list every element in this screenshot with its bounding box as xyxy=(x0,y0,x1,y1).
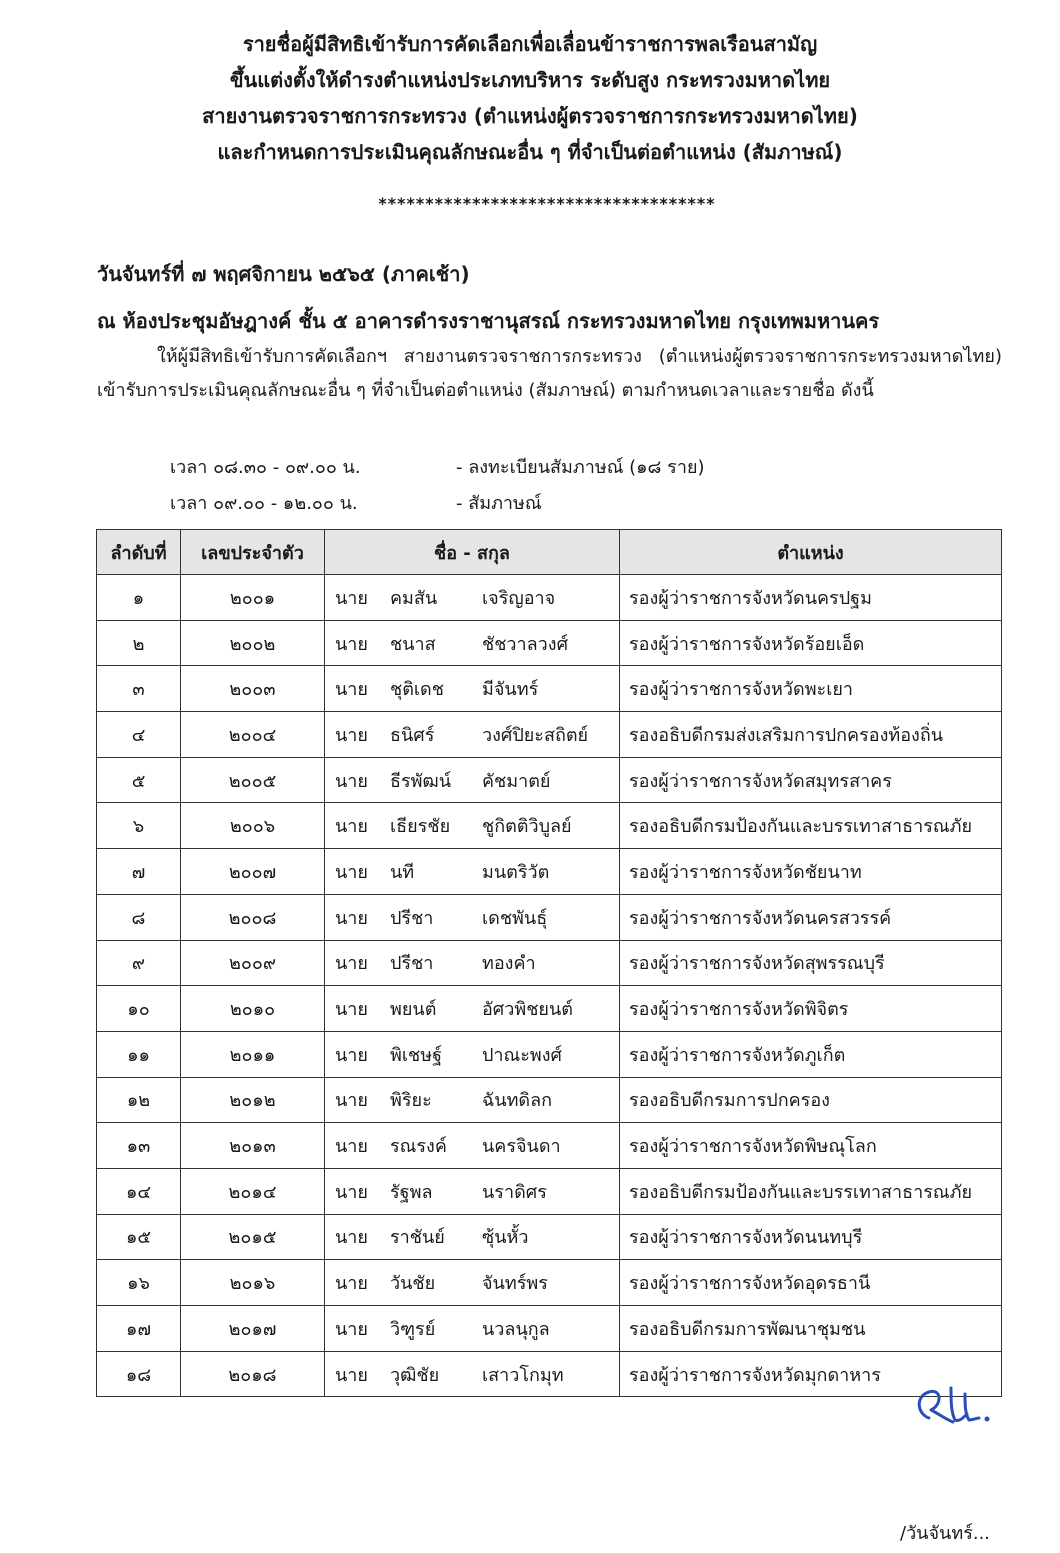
row-order: ๑๔ xyxy=(97,1168,181,1214)
header-position: ตำแหน่ง xyxy=(620,530,1002,575)
row-order: ๔ xyxy=(97,712,181,758)
table-row xyxy=(97,894,1002,940)
row-order: ๒ xyxy=(97,620,181,666)
row-name xyxy=(325,849,620,895)
last-name: นครจินดา xyxy=(482,1136,561,1158)
schedule-time: เวลา ๐๘.๓๐ - ๐๙.๐๐ น. xyxy=(170,457,361,478)
last-name: นวลนุกูล xyxy=(482,1318,550,1340)
row-id: ๒๐๐๓ xyxy=(181,666,325,712)
name-title: นาย xyxy=(335,999,368,1021)
last-name: เดชพันธุ์ xyxy=(482,907,548,929)
row-name xyxy=(325,1031,620,1077)
star-divider: ************************************ xyxy=(378,194,716,213)
first-name: ปรีชา xyxy=(390,907,434,929)
row-order: ๑๘ xyxy=(97,1351,181,1397)
row-name xyxy=(325,986,620,1032)
first-name: นที xyxy=(390,861,415,883)
row-position: รองอธิบดีกรมการปกครอง xyxy=(620,1077,1002,1123)
table-row xyxy=(97,1214,1002,1260)
row-position: รองอธิบดีกรมการพัฒนาชุมชน xyxy=(620,1306,1002,1352)
table-row xyxy=(97,1077,1002,1123)
last-name: นราดิศร xyxy=(482,1181,547,1203)
session-venue: ณ ห้องประชุมอัษฎางค์ ชั้น ๕ อาคารดำรงราชานุสรณ์ กระทรวงมหาดไทย กรุงเทพมหานคร xyxy=(97,309,880,333)
name-title: นาย xyxy=(335,633,368,655)
continuation-note: /วันจันทร์... xyxy=(900,1523,991,1544)
row-name xyxy=(325,803,620,849)
row-id: ๒๐๑๘ xyxy=(181,1351,325,1397)
table-row xyxy=(97,940,1002,986)
last-name: มีจันทร์ xyxy=(482,679,539,701)
first-name: เธียรชัย xyxy=(390,816,451,838)
last-name: ทองคำ xyxy=(482,953,536,975)
name-title: นาย xyxy=(335,679,368,701)
name-title: นาย xyxy=(335,816,368,838)
table-row xyxy=(97,757,1002,803)
first-name: ธีรพัฒน์ xyxy=(390,770,452,792)
row-position: รองอธิบดีกรมป้องกันและบรรเทาสาธารณภัย xyxy=(620,1168,1002,1214)
last-name: มนตริวัต xyxy=(482,861,550,883)
first-name: คมสัน xyxy=(390,587,438,609)
session-date: วันจันทร์ที่ ๗ พฤศจิกายน ๒๕๖๕ (ภาคเช้า) xyxy=(97,262,470,286)
table-header-row xyxy=(97,530,1002,575)
row-name xyxy=(325,712,620,758)
last-name: เจริญอาจ xyxy=(482,587,556,609)
first-name: พยนต์ xyxy=(390,999,437,1021)
row-position: รองผู้ว่าราชการจังหวัดชัยนาท xyxy=(620,849,1002,895)
row-position: รองผู้ว่าราชการจังหวัดนครสวรรค์ xyxy=(620,894,1002,940)
row-name xyxy=(325,575,620,621)
row-id: ๒๐๐๘ xyxy=(181,894,325,940)
row-id: ๒๐๑๖ xyxy=(181,1260,325,1306)
row-id: ๒๐๑๕ xyxy=(181,1214,325,1260)
last-name: วงศ์ปิยะสถิตย์ xyxy=(482,724,589,746)
name-title: นาย xyxy=(335,907,368,929)
row-id: ๒๐๑๓ xyxy=(181,1123,325,1169)
table-row xyxy=(97,1306,1002,1352)
table-row xyxy=(97,1260,1002,1306)
table-row xyxy=(97,1168,1002,1214)
last-name: อัศวพิชยนต์ xyxy=(482,999,573,1021)
name-title: นาย xyxy=(335,587,368,609)
row-position: รองผู้ว่าราชการจังหวัดพิษณุโลก xyxy=(620,1123,1002,1169)
name-title: นาย xyxy=(335,1318,368,1340)
row-order: ๑๓ xyxy=(97,1123,181,1169)
row-order: ๗ xyxy=(97,849,181,895)
row-position: รองอธิบดีกรมส่งเสริมการปกครองท้องถิ่น xyxy=(620,712,1002,758)
first-name: พิเชษฐ์ xyxy=(390,1044,443,1066)
table-row xyxy=(97,620,1002,666)
table-row xyxy=(97,849,1002,895)
first-name: ธนิศร์ xyxy=(390,724,435,746)
name-title: นาย xyxy=(335,861,368,883)
first-name: วันชัย xyxy=(390,1273,436,1295)
first-name: ชุติเดช xyxy=(390,679,444,701)
first-name: ปรีชา xyxy=(390,953,434,975)
name-title: นาย xyxy=(335,1090,368,1112)
schedule-time: เวลา ๐๙.๐๐ - ๑๒.๐๐ น. xyxy=(170,493,358,514)
row-position: รองผู้ว่าราชการจังหวัดนครปฐม xyxy=(620,575,1002,621)
row-name xyxy=(325,894,620,940)
row-id: ๒๐๑๑ xyxy=(181,1031,325,1077)
header-order: ลำดับที่ xyxy=(97,530,181,575)
name-title: นาย xyxy=(335,1273,368,1295)
row-order: ๖ xyxy=(97,803,181,849)
row-order: ๙ xyxy=(97,940,181,986)
row-name xyxy=(325,757,620,803)
last-name: ปาณะพงศ์ xyxy=(482,1044,562,1066)
row-name xyxy=(325,1077,620,1123)
name-title: นาย xyxy=(335,1364,368,1386)
row-position: รองผู้ว่าราชการจังหวัดสุพรรณบุรี xyxy=(620,940,1002,986)
row-order: ๑๒ xyxy=(97,1077,181,1123)
table-row xyxy=(97,712,1002,758)
row-order: ๑ xyxy=(97,575,181,621)
first-name: วิฑูรย์ xyxy=(390,1318,436,1340)
row-id: ๒๐๑๒ xyxy=(181,1077,325,1123)
row-order: ๑๑ xyxy=(97,1031,181,1077)
row-name xyxy=(325,1168,620,1214)
row-id: ๒๐๑๗ xyxy=(181,1306,325,1352)
table-row xyxy=(97,1351,1002,1397)
row-order: ๑๗ xyxy=(97,1306,181,1352)
row-name xyxy=(325,666,620,712)
row-order: ๑๐ xyxy=(97,986,181,1032)
name-title: นาย xyxy=(335,1181,368,1203)
row-id: ๒๐๑๐ xyxy=(181,986,325,1032)
candidate-table xyxy=(96,529,1002,1397)
header-id: เลขประจำตัว xyxy=(181,530,325,575)
first-name: พิริยะ xyxy=(390,1090,432,1112)
table-row xyxy=(97,666,1002,712)
row-order: ๕ xyxy=(97,757,181,803)
last-name: ชูกิตติวิบูลย์ xyxy=(482,816,572,838)
first-name: วุฒิชัย xyxy=(390,1364,440,1386)
table-row xyxy=(97,575,1002,621)
first-name: รณรงค์ xyxy=(390,1136,447,1158)
first-name: ราชันย์ xyxy=(390,1227,445,1249)
instruction-paragraph: ให้ผู้มีสิทธิเข้ารับการคัดเลือกฯ สายงานตรวจราชการกระทรวง (ตำแหน่งผู้ตรวจราชการกระทรวงมหาดไทย) เข้ารับการประเมินคุณลักษณะอื่น ๆ ที่จำเป็นต่อตำแหน่ง (สัมภาษณ์) ตามกำหนดเวลาและรายชื่อ ดังนี้ xyxy=(97,346,1002,401)
row-name xyxy=(325,620,620,666)
name-title: นาย xyxy=(335,1044,368,1066)
row-position: รองผู้ว่าราชการจังหวัดมุกดาหาร xyxy=(620,1351,1002,1397)
table-row xyxy=(97,986,1002,1032)
row-order: ๑๖ xyxy=(97,1260,181,1306)
table-row xyxy=(97,803,1002,849)
row-order: ๓ xyxy=(97,666,181,712)
schedule-row xyxy=(170,452,705,481)
heading-line-3: สายงานตรวจราชการกระทรวง (ตำแหน่งผู้ตรวจราชการกระทรวงมหาดไทย) xyxy=(202,104,858,128)
last-name: ชัชวาลวงศ์ xyxy=(482,633,569,655)
last-name: ซุ้นหั้ว xyxy=(482,1227,529,1249)
schedule-row xyxy=(170,488,542,517)
heading-line-2: ขึ้นแต่งตั้งให้ดำรงตำแหน่งประเภทบริหาร ระดับสูง กระทรวงมหาดไทย xyxy=(229,68,831,92)
name-title: นาย xyxy=(335,953,368,975)
row-name xyxy=(325,1351,620,1397)
row-name xyxy=(325,1123,620,1169)
row-name xyxy=(325,940,620,986)
row-position: รองผู้ว่าราชการจังหวัดพิจิตร xyxy=(620,986,1002,1032)
row-id: ๒๐๐๒ xyxy=(181,620,325,666)
row-name xyxy=(325,1214,620,1260)
heading-line-4: และกำหนดการประเมินคุณลักษณะอื่น ๆ ที่จำเป็นต่อตำแหน่ง (สัมภาษณ์) xyxy=(217,140,843,164)
row-order: ๘ xyxy=(97,894,181,940)
row-id: ๒๐๐๕ xyxy=(181,757,325,803)
name-title: นาย xyxy=(335,724,368,746)
row-position: รองผู้ว่าราชการจังหวัดนนทบุรี xyxy=(620,1214,1002,1260)
row-id: ๒๐๐๑ xyxy=(181,575,325,621)
first-name: รัฐพล xyxy=(390,1181,433,1203)
row-order: ๑๕ xyxy=(97,1214,181,1260)
row-id: ๒๐๐๔ xyxy=(181,712,325,758)
row-position: รองผู้ว่าราชการจังหวัดภูเก็ต xyxy=(620,1031,1002,1077)
signature-mark xyxy=(907,1374,997,1434)
last-name: คัชมาตย์ xyxy=(482,770,551,792)
header-name: ชื่อ - สกุล xyxy=(325,530,620,575)
table-body xyxy=(97,575,1002,1397)
schedule-activity: - ลงทะเบียนสัมภาษณ์ (๑๘ ราย) xyxy=(456,457,705,478)
name-title: นาย xyxy=(335,770,368,792)
last-name: จันทร์พร xyxy=(482,1273,548,1295)
table-row xyxy=(97,1031,1002,1077)
row-name xyxy=(325,1260,620,1306)
row-name xyxy=(325,1306,620,1352)
first-name: ชนาส xyxy=(390,633,436,655)
row-position: รองผู้ว่าราชการจังหวัดอุดรธานี xyxy=(620,1260,1002,1306)
row-id: ๒๐๐๗ xyxy=(181,849,325,895)
row-id: ๒๐๐๙ xyxy=(181,940,325,986)
row-id: ๒๐๐๖ xyxy=(181,803,325,849)
document-heading xyxy=(0,26,1060,170)
table-row xyxy=(97,1123,1002,1169)
row-position: รองผู้ว่าราชการจังหวัดพะเยา xyxy=(620,666,1002,712)
heading-line-1: รายชื่อผู้มีสิทธิเข้ารับการคัดเลือกเพื่อเลื่อนข้าราชการพลเรือนสามัญ xyxy=(242,32,818,56)
last-name: เสาวโกมุท xyxy=(482,1364,564,1386)
schedule-activity: - สัมภาษณ์ xyxy=(456,493,542,514)
row-id: ๒๐๑๔ xyxy=(181,1168,325,1214)
row-position: รองผู้ว่าราชการจังหวัดร้อยเอ็ด xyxy=(620,620,1002,666)
last-name: ฉันทดิลก xyxy=(482,1090,553,1112)
name-title: นาย xyxy=(335,1227,368,1249)
row-position: รองผู้ว่าราชการจังหวัดสมุทรสาคร xyxy=(620,757,1002,803)
name-title: นาย xyxy=(335,1136,368,1158)
row-position: รองอธิบดีกรมป้องกันและบรรเทาสาธารณภัย xyxy=(620,803,1002,849)
